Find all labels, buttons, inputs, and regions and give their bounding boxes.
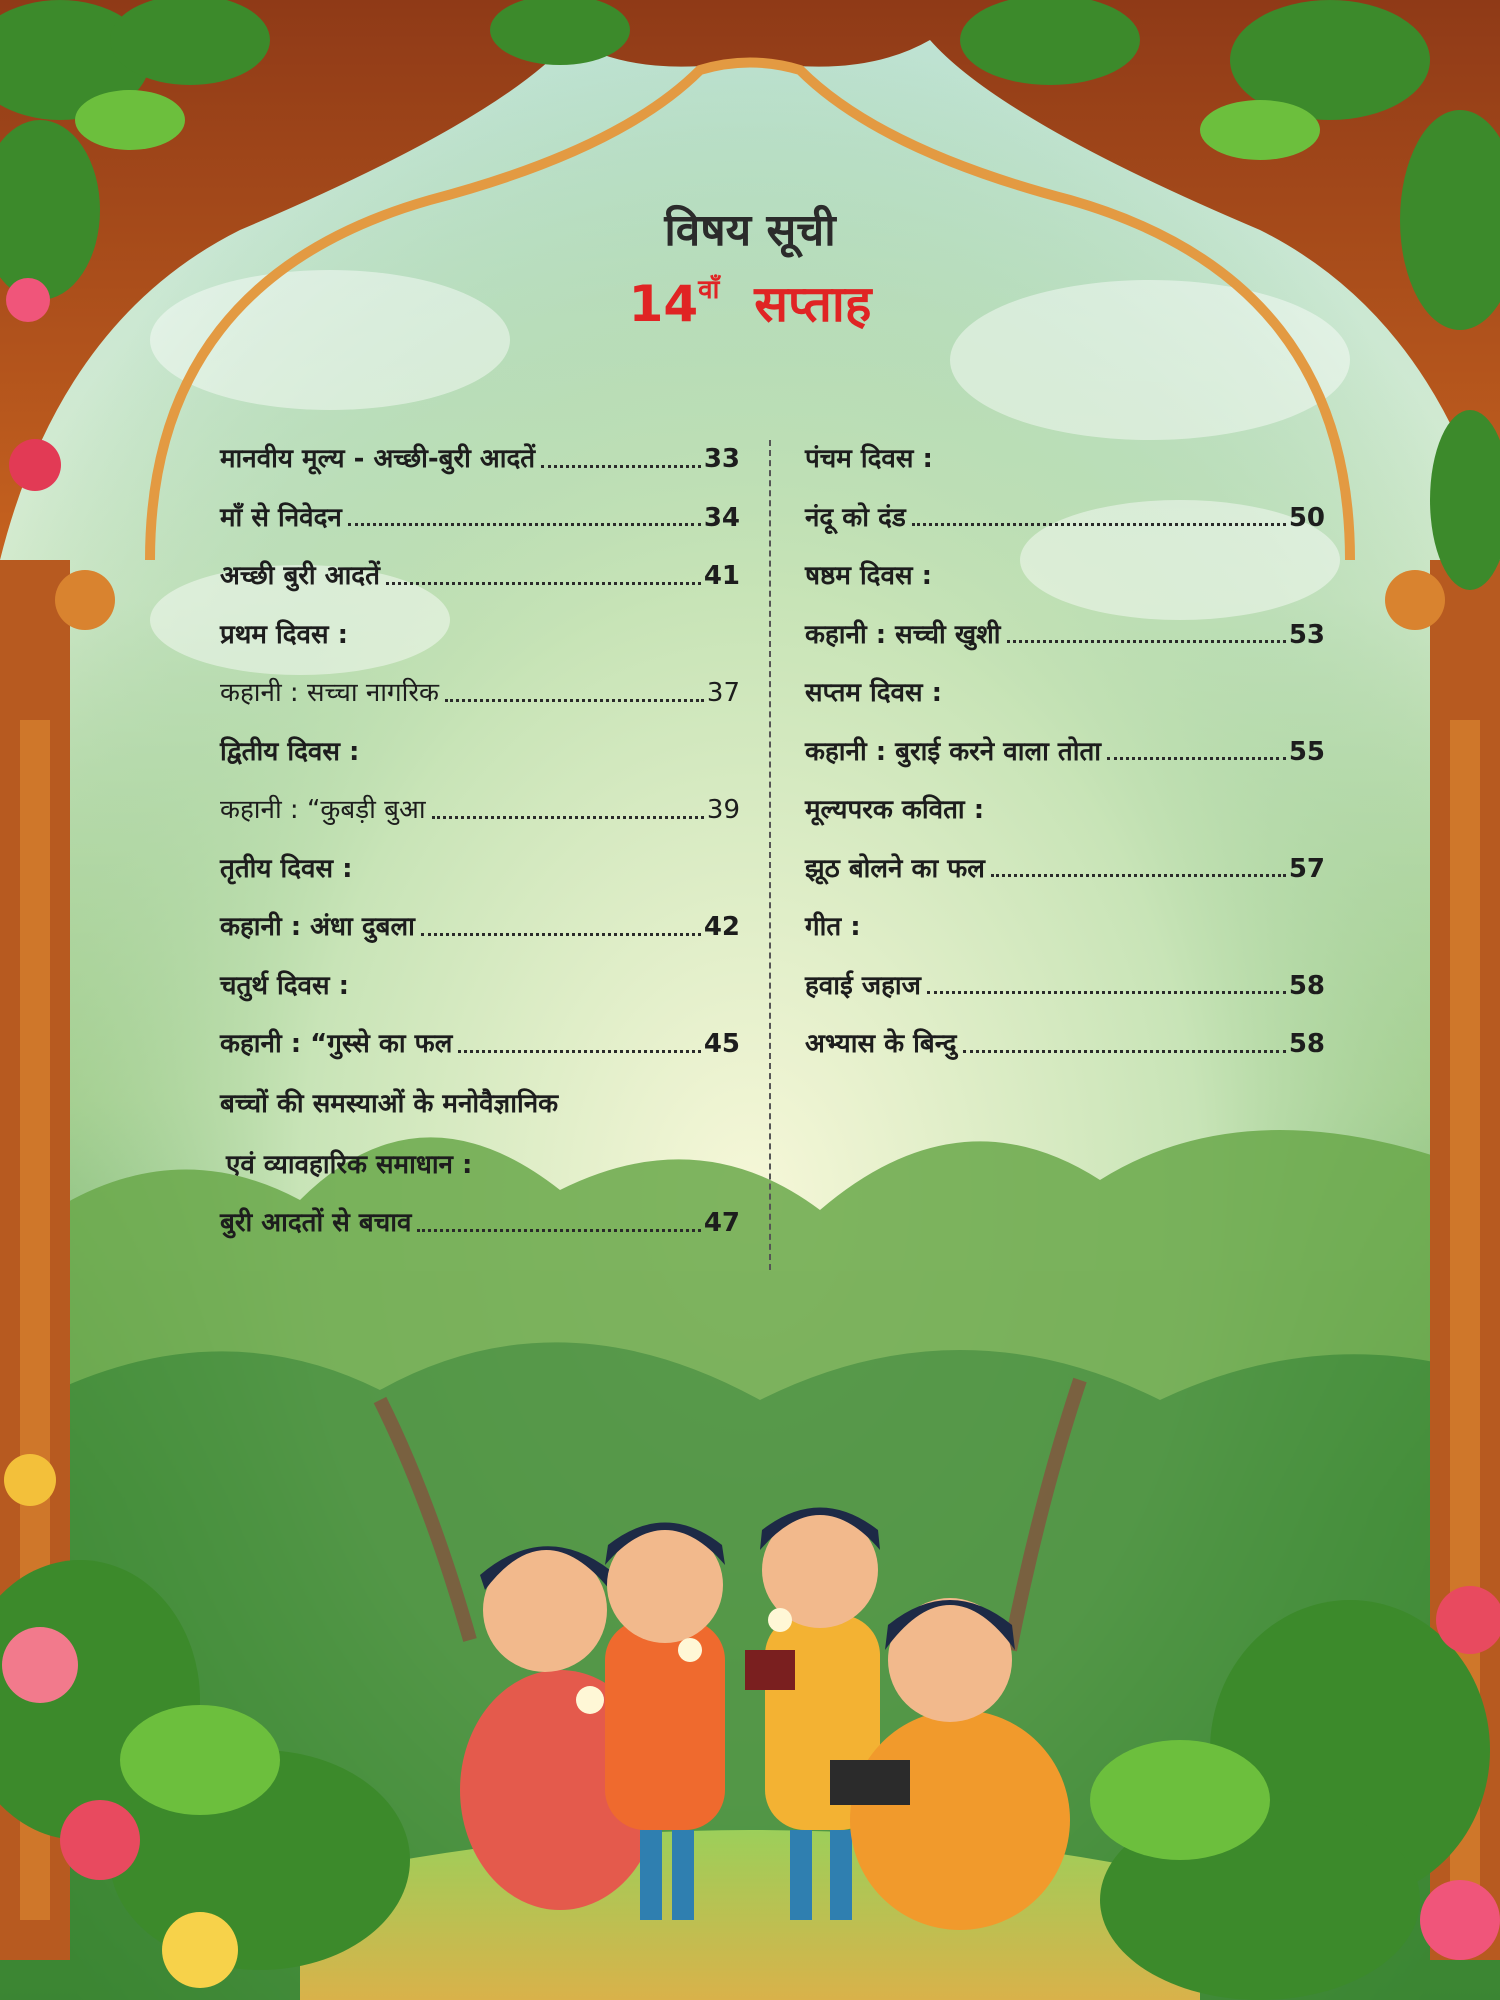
toc-section-heading	[805, 430, 1325, 489]
toc-entry-page: 39	[706, 795, 740, 825]
toc-entry-title: कहानी : अंधा दुबला	[220, 912, 415, 942]
toc-left-column	[220, 430, 740, 1253]
toc-entry[interactable]	[805, 1015, 1325, 1074]
leader-dots	[541, 465, 701, 468]
column-divider	[769, 440, 771, 1270]
page-title: विषय सूची	[664, 205, 836, 256]
toc-section-title: षष्ठम दिवस :	[805, 561, 932, 591]
leader-dots	[458, 1050, 700, 1053]
toc-entry-title: हवाई जहाज	[805, 970, 921, 1001]
toc-entry[interactable]	[805, 489, 1325, 548]
toc-entry-title: माँ से निवेदन	[220, 502, 342, 533]
toc-entry-title: कहानी : बुराई करने वाला तोता	[805, 736, 1102, 767]
toc-section-heading	[220, 1074, 740, 1136]
toc-entry-title: कहानी : “गुस्से का फल	[220, 1029, 453, 1059]
toc-section-title: बच्चों की समस्याओं के मनोवैज्ञानिक	[220, 1089, 559, 1120]
toc-entry-page: 50	[1288, 502, 1325, 533]
toc-entry-page: 53	[1288, 619, 1325, 650]
toc-entry[interactable]	[805, 606, 1325, 665]
toc-section-title: तृतीय दिवस :	[220, 853, 353, 884]
toc-section-title: पंचम दिवस :	[805, 444, 933, 474]
leader-dots	[912, 523, 1286, 526]
toc-section-heading	[805, 664, 1325, 723]
toc-section-heading	[220, 1136, 740, 1195]
toc-section-title: मूल्यपरक कविता :	[805, 795, 985, 825]
leader-dots	[1107, 757, 1286, 760]
toc-entry-title: झूठ बोलने का फल	[805, 853, 985, 884]
toc-entry-page: 55	[1288, 736, 1325, 767]
toc-entry-title: कहानी : “कुबड़ी बुआ	[220, 795, 426, 825]
leader-dots	[417, 1229, 700, 1232]
toc-entry[interactable]	[220, 1194, 740, 1253]
toc-section-title: एवं व्यावहारिक समाधान :	[226, 1149, 473, 1180]
week-number: 14	[628, 275, 699, 333]
week-suffix: वाँ	[698, 275, 720, 305]
toc-section-heading	[220, 840, 740, 899]
toc-section-heading	[220, 957, 740, 1016]
leader-dots	[386, 582, 701, 585]
toc-entry[interactable]	[220, 898, 740, 957]
toc-entry-title: अभ्यास के बिन्दु	[805, 1029, 957, 1059]
toc-entry[interactable]	[220, 1015, 740, 1074]
leader-dots	[991, 874, 1286, 877]
toc-entry[interactable]	[220, 547, 740, 606]
toc-section-title: सप्तम दिवस :	[805, 678, 943, 708]
toc-entry[interactable]	[220, 781, 740, 840]
toc-section-heading	[805, 547, 1325, 606]
toc-entry-page: 58	[1288, 1029, 1325, 1059]
toc-entry-title: बुरी आदतों से बचाव	[220, 1208, 412, 1238]
toc-section-title: प्रथम दिवस :	[220, 619, 349, 650]
toc-entry-page: 34	[703, 502, 740, 533]
week-word: सप्ताह	[754, 275, 872, 333]
toc-right-column	[805, 430, 1325, 1074]
leader-dots	[445, 699, 704, 702]
toc-entry-page: 37	[706, 678, 740, 708]
toc-section-heading	[805, 781, 1325, 840]
toc-entry-page: 33	[703, 444, 740, 474]
toc-entry-page: 42	[703, 912, 740, 942]
toc-entry[interactable]	[805, 840, 1325, 899]
toc-entry-title: मानवीय मूल्य - अच्छी-बुरी आदतें	[220, 444, 536, 474]
toc-entry[interactable]	[805, 957, 1325, 1016]
toc-entry-page: 45	[703, 1029, 740, 1059]
leader-dots	[421, 933, 701, 936]
leader-dots	[432, 816, 704, 819]
toc-section-title: द्वितीय दिवस :	[220, 736, 360, 767]
toc-entry-page: 41	[703, 561, 740, 591]
week-title	[0, 268, 1500, 336]
toc-entry[interactable]	[805, 723, 1325, 782]
toc-section-heading	[805, 898, 1325, 957]
toc-entry-title: अच्छी बुरी आदतें	[220, 561, 380, 591]
toc-entry-page: 57	[1288, 853, 1325, 884]
toc-section-title: चतुर्थ दिवस :	[220, 970, 350, 1001]
toc-entry-title: नंदू को दंड	[805, 502, 906, 533]
toc-entry-page: 47	[703, 1208, 740, 1238]
leader-dots	[1007, 640, 1286, 643]
toc-entry[interactable]	[220, 489, 740, 548]
toc-entry-page: 58	[1288, 970, 1325, 1001]
toc-entry[interactable]	[220, 664, 740, 723]
toc-section-heading	[220, 723, 740, 782]
toc-section-heading	[220, 606, 740, 665]
leader-dots	[927, 991, 1286, 994]
toc-entry-title: कहानी : सच्चा नागरिक	[220, 678, 439, 708]
toc-section-title: गीत :	[805, 912, 861, 942]
toc-entry-title: कहानी : सच्ची खुशी	[805, 619, 1001, 650]
leader-dots	[963, 1050, 1286, 1053]
toc-entry[interactable]	[220, 430, 740, 489]
leader-dots	[348, 523, 701, 526]
